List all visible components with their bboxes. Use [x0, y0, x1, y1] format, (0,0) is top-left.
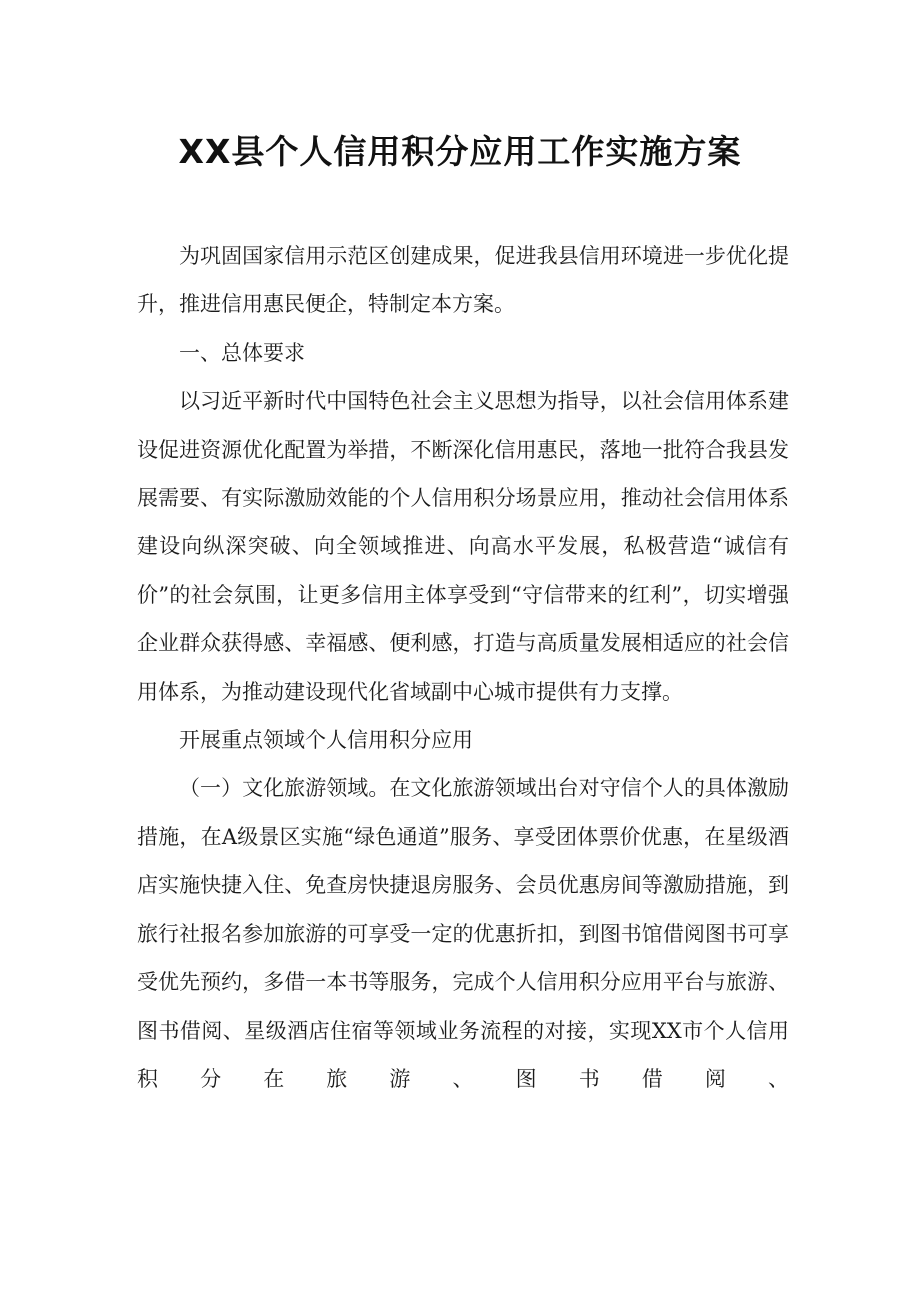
document-title: XX县个人信用积分应用工作实施方案 [178, 132, 742, 171]
document-body [137, 232, 789, 1103]
general-requirements-paragraph: 以习近平新时代中国特色社会主义思想为指导，以社会信用体系建设促进资源优化配置为举措，不断深化信用惠民，落地一批符合我县发展需要、有实际激励效能的个人信用积分场景应用，推动社会信用体系建设向纵深突破、向全领域推进、向高水平发展，私极营造“诚信有价”的社会氛围，让更多信用主体享受到“守信带来的红利”，切实增强企业群众获得感、幸福感、便利感，打造与高质量发展相适应的社会信用体系，为推动建设现代化省域副中心城市提供有力支撑。 [137, 389, 789, 704]
section-heading-general-requirements: 一、总体要求 [179, 340, 305, 365]
culture-tourism-paragraph: （一）文化旅游领域。在文化旅游领域出台对守信个人的具体激励措施，在A级景区实施“绿色通道”服务、享受团体票价优惠，在星级酒店实施快捷入住、免查房快捷退房服务、会员优惠房间等激励措施，到旅行社报名参加旅游的可享受一定的优惠折扣，到图书馆借阅图书可享受优先预约，多借一本书等服务，完成个人信用积分应用平台与旅游、图书借阅、星级酒店住宿等领域业务流程的对接，实现XX市个人信用积分在旅游、图书借阅、 [137, 776, 789, 1091]
section-heading-key-areas: 开展重点领域个人信用积分应用 [179, 728, 473, 753]
intro-paragraph: 为巩固国家信用示范区创建成果，促进我县信用环境进一步优化提升，推进信用惠民便企，特制定本方案。 [137, 244, 789, 317]
